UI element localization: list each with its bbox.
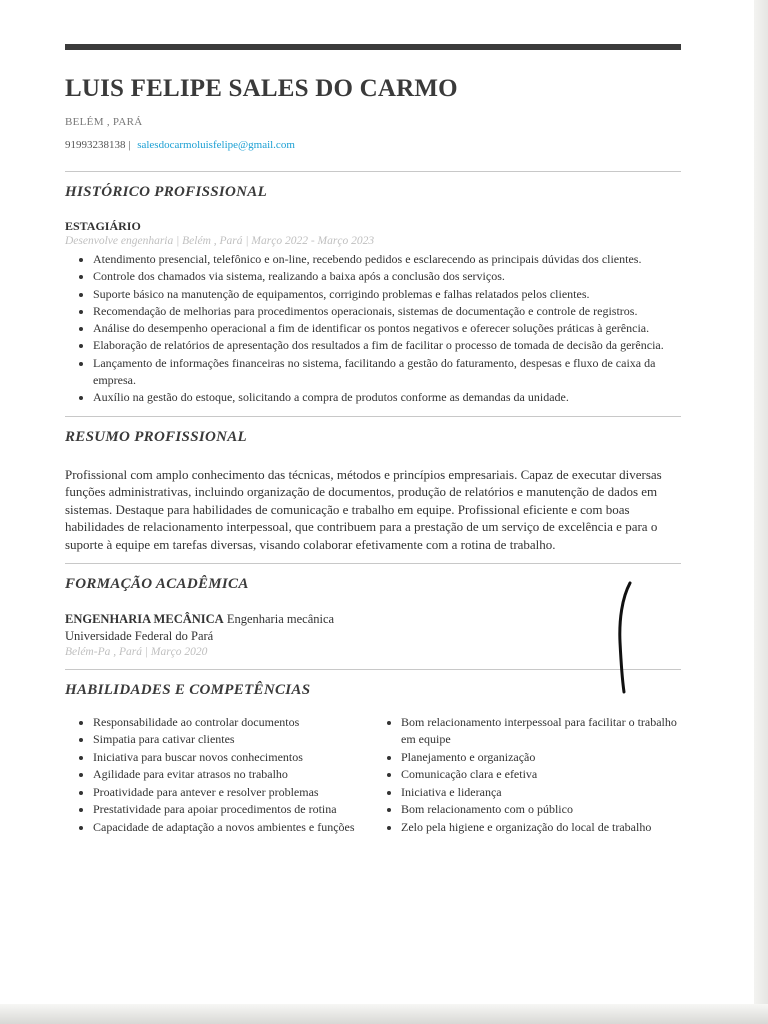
skills-left-list [65,714,373,837]
job-meta: Desenvolve engenharia | Belém , Pará | Março 2022 - Março 2023 [65,235,375,247]
contact-line [65,137,681,153]
list-item: • Comunicação clara e efetiva [401,766,681,784]
list-item: • Capacidade de adaptação a novos ambientes e funções [93,819,373,837]
education-section-title: FORMAÇÃO ACADÊMICA [65,575,249,592]
education-degree: ENGENHARIA MECÂNICA [65,611,224,626]
section-divider [65,416,681,417]
list-item: • Zelo pela higiene e organização do local de trabalho [401,819,681,837]
resume-page [65,44,681,836]
summary-section-title: RESUMO PROFISSIONAL [65,428,248,445]
skills-section-title: HABILIDADES E COMPETÊNCIAS [65,681,311,698]
candidate-name: LUIS FELIPE SALES DO CARMO [65,75,458,102]
skills-right-column [373,714,681,837]
list-item: • Recomendação de melhorias para procedimentos operacionais, sistemas de documentação e controle de registros. [93,303,681,320]
section-divider [65,563,681,564]
education-institution: Universidade Federal do Pará [65,628,214,643]
list-item: • Bom relacionamento com o público [401,801,681,819]
job-title: ESTAGIÁRIO [65,219,141,233]
education-degree-line [65,611,681,628]
summary-text: Profissional com amplo conhecimento das técnicas, métodos e princípios empresariais. Capaz de executar diversas funções administrativas, incluindo organização de documentos, produção de relatórios e manutenção de dados em sistemas. Destaque para habilidades de comunicação e trabalho em equipe. Profissional eficiente e com boas habilidades de relacionamento interpessoal, que contribuem para a prestação de um serviço de excelência e para o suporte à equipe em tarefas diversas, visando colaborar efetivamente com a rotina de trabalho. [65,466,662,553]
list-item: • Prestatividade para apoiar procedimentos de rotina [93,801,373,819]
list-item: • Controle dos chamados via sistema, realizando a baixa após a conclusão dos serviços. [93,268,681,285]
list-item: • Auxílio na gestão do estoque, solicitando a compra de produtos conforme as demandas da unidade. [93,389,681,406]
skills-columns [65,714,681,837]
section-divider [65,669,681,670]
list-item: • Elaboração de relatórios de apresentação dos resultados a fim de facilitar o processo de tomada de decisão da gerência. [93,337,681,354]
list-item: • Atendimento presencial, telefônico e on-line, recebendo pedidos e esclarecendo as principais dúvidas dos clientes. [93,251,681,268]
list-item: • Planejamento e organização [401,749,681,767]
list-item: • Iniciativa para buscar novos conhecimentos [93,749,373,767]
list-item: • Suporte básico na manutenção de equipamentos, corrigindo problemas e falhas relatados pelos clientes. [93,286,681,303]
education-meta: Belém-Pa , Pará | Março 2020 [65,645,208,658]
list-item: • Bom relacionamento interpessoal para facilitar o trabalho em equipe [401,714,681,749]
candidate-location: BELÉM , PARÁ [65,116,143,128]
list-item: • Iniciativa e liderança [401,784,681,802]
skills-left-column [65,714,373,837]
header-rule [65,44,681,50]
phone-number: 91993238138 | [65,139,131,151]
list-item: • Proatividade para antever e resolver problemas [93,784,373,802]
page-bottom-shadow [0,1004,768,1024]
job-duties-list [65,251,681,407]
pen-stroke-mark [612,580,638,696]
list-item: • Análise do desempenho operacional a fim de identificar os pontos negativos e oferecer soluções práticas à gerência. [93,320,681,337]
list-item: • Responsabilidade ao controlar documentos [93,714,373,732]
list-item: • Agilidade para evitar atrasos no trabalho [93,766,373,784]
section-divider [65,171,681,172]
list-item: • Lançamento de informações financeiras no sistema, facilitando a gestão do faturamento, despesas e fluxo de caixa da empresa. [93,355,681,390]
email-link[interactable]: salesdocarmoluisfelipe@gmail.com [137,139,295,151]
history-section-title: HISTÓRICO PROFISSIONAL [65,184,268,200]
education-field: Engenharia mecânica [226,611,335,626]
page-edge-shadow [754,0,768,1024]
skills-right-list [373,714,681,837]
list-item: • Simpatia para cativar clientes [93,731,373,749]
